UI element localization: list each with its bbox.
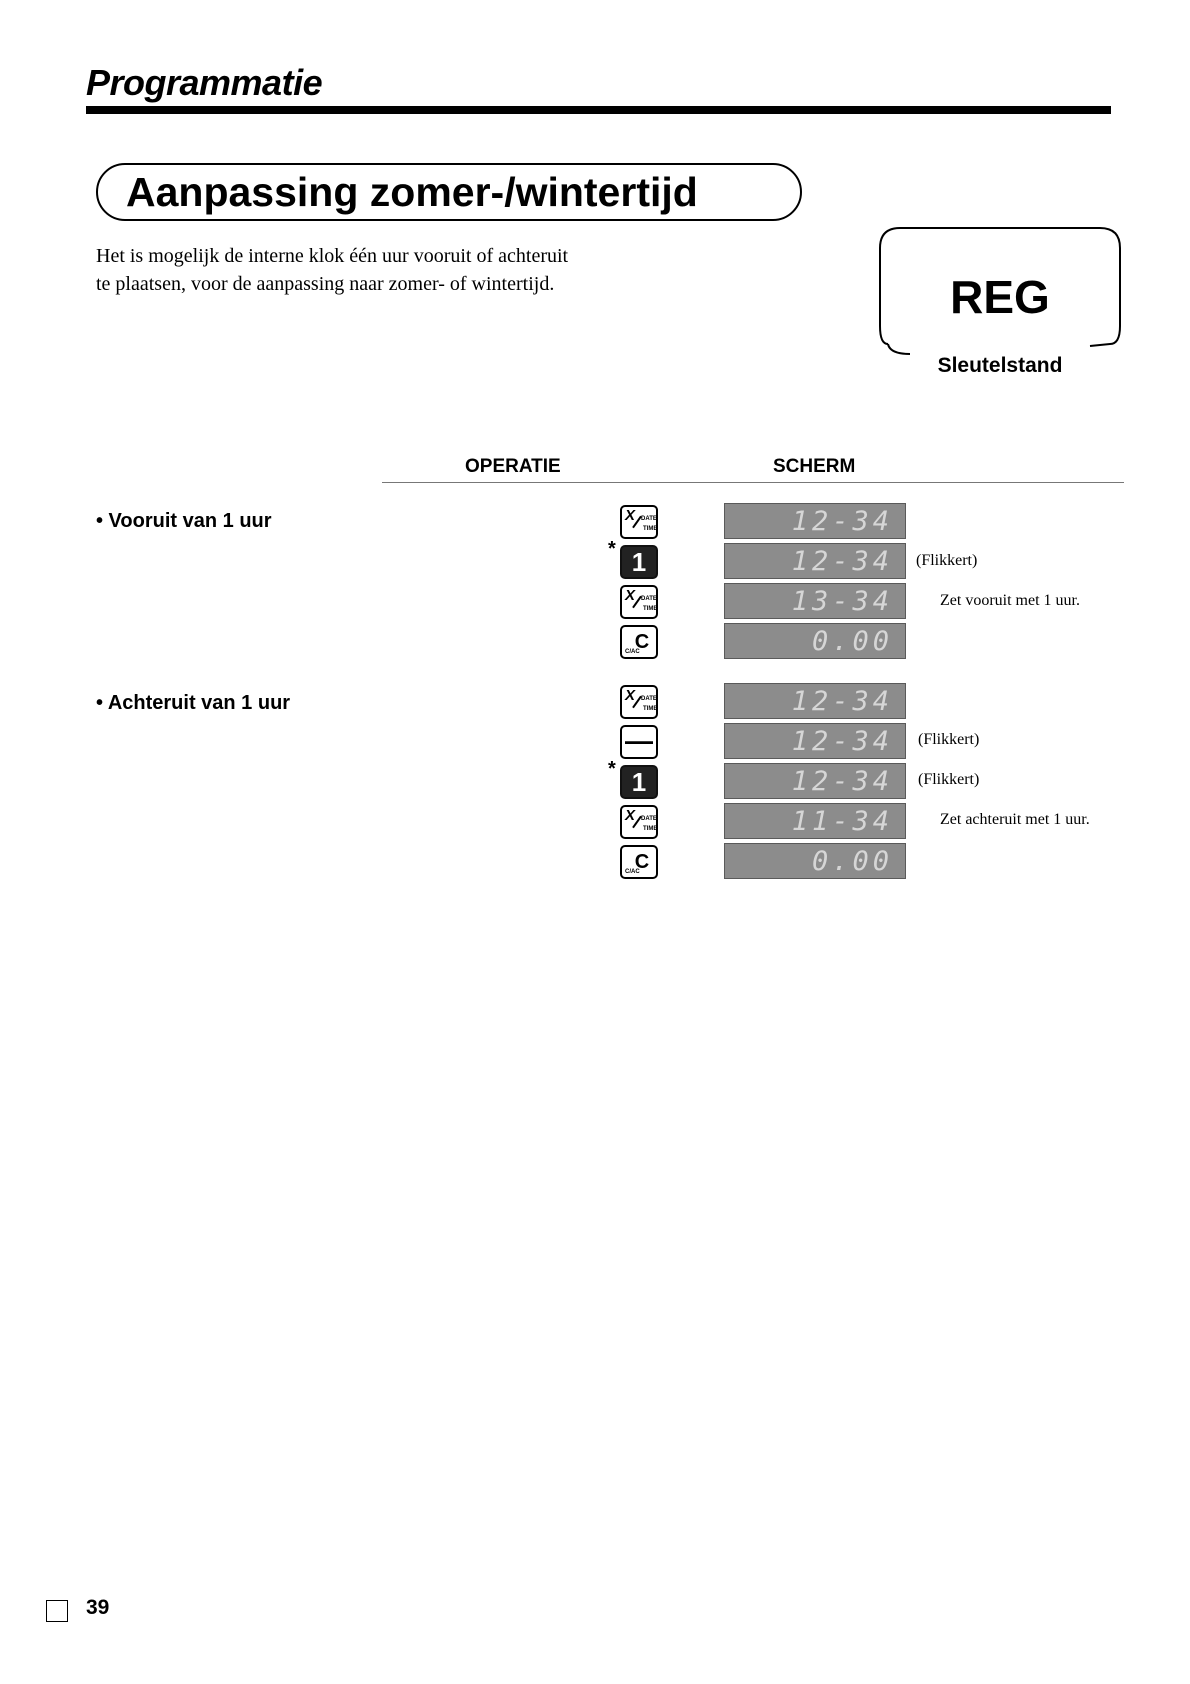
x-date-time-key: X DATE TIME	[620, 585, 658, 619]
step-note: Zet vooruit met 1 uur.	[940, 592, 1080, 609]
display-screen	[724, 723, 906, 759]
minus-key: —	[620, 725, 658, 759]
numeric-key-1: 1	[620, 765, 658, 799]
x-date-time-key: X DATE TIME	[620, 805, 658, 839]
intro-line-1: Het is mogelijk de interne klok één uur vooruit of achteruit	[96, 245, 569, 267]
clear-key: C/AC C	[620, 845, 658, 879]
clear-key: C/AC C	[620, 625, 658, 659]
display-value: 13-34	[791, 586, 893, 617]
page-title: Aanpassing zomer-/wintertijd	[126, 169, 698, 215]
display-screen	[724, 843, 906, 879]
step-note: (Flikkert)	[918, 731, 980, 748]
x-date-time-key: X DATE TIME	[620, 505, 658, 539]
display-screen	[724, 543, 906, 579]
step-note: (Flikkert)	[918, 771, 980, 788]
display-value: 0.00	[811, 846, 893, 877]
section-header: Programmatie	[86, 62, 323, 103]
header-rule	[86, 106, 1111, 114]
asterisk-marker: *	[608, 538, 616, 560]
display-value: 0.00	[811, 626, 893, 657]
key-mode-label: Sleutelstand	[937, 354, 1063, 377]
display-screen	[724, 803, 906, 839]
step-note: (Flikkert)	[916, 552, 978, 569]
step-note: Zet achteruit met 1 uur.	[940, 811, 1090, 828]
page-number: 39	[86, 1596, 110, 1619]
intro-text	[96, 242, 656, 298]
page-marker-box	[46, 1600, 68, 1622]
x-date-time-key: X DATE TIME	[620, 685, 658, 719]
display-screen	[724, 763, 906, 799]
intro-line-2: te plaatsen, voor de aanpassing naar zomer- of wintertijd.	[96, 273, 555, 295]
procedure-title-achteruit: • Achteruit van 1 uur	[96, 692, 291, 714]
key-mode-box	[878, 226, 1122, 377]
display-value: 11-34	[791, 806, 893, 837]
column-header-rule	[382, 482, 1124, 483]
page-title-box	[96, 163, 802, 221]
display-value: 12-34	[791, 766, 893, 797]
display-screen	[724, 503, 906, 539]
display-screen	[724, 683, 906, 719]
display-value: 12-34	[791, 726, 893, 757]
column-header-scherm: SCHERM	[773, 456, 856, 477]
key-mode-value: REG	[950, 271, 1050, 323]
asterisk-marker: *	[608, 758, 616, 780]
numeric-key-1: 1	[620, 545, 658, 579]
display-value: 12-34	[791, 686, 893, 717]
column-header-operatie: OPERATIE	[465, 456, 561, 477]
display-screen	[724, 623, 906, 659]
display-screen	[724, 583, 906, 619]
display-value: 12-34	[791, 546, 893, 577]
procedure-title-vooruit: • Vooruit van 1 uur	[96, 510, 272, 532]
display-value: 12-34	[791, 506, 893, 537]
